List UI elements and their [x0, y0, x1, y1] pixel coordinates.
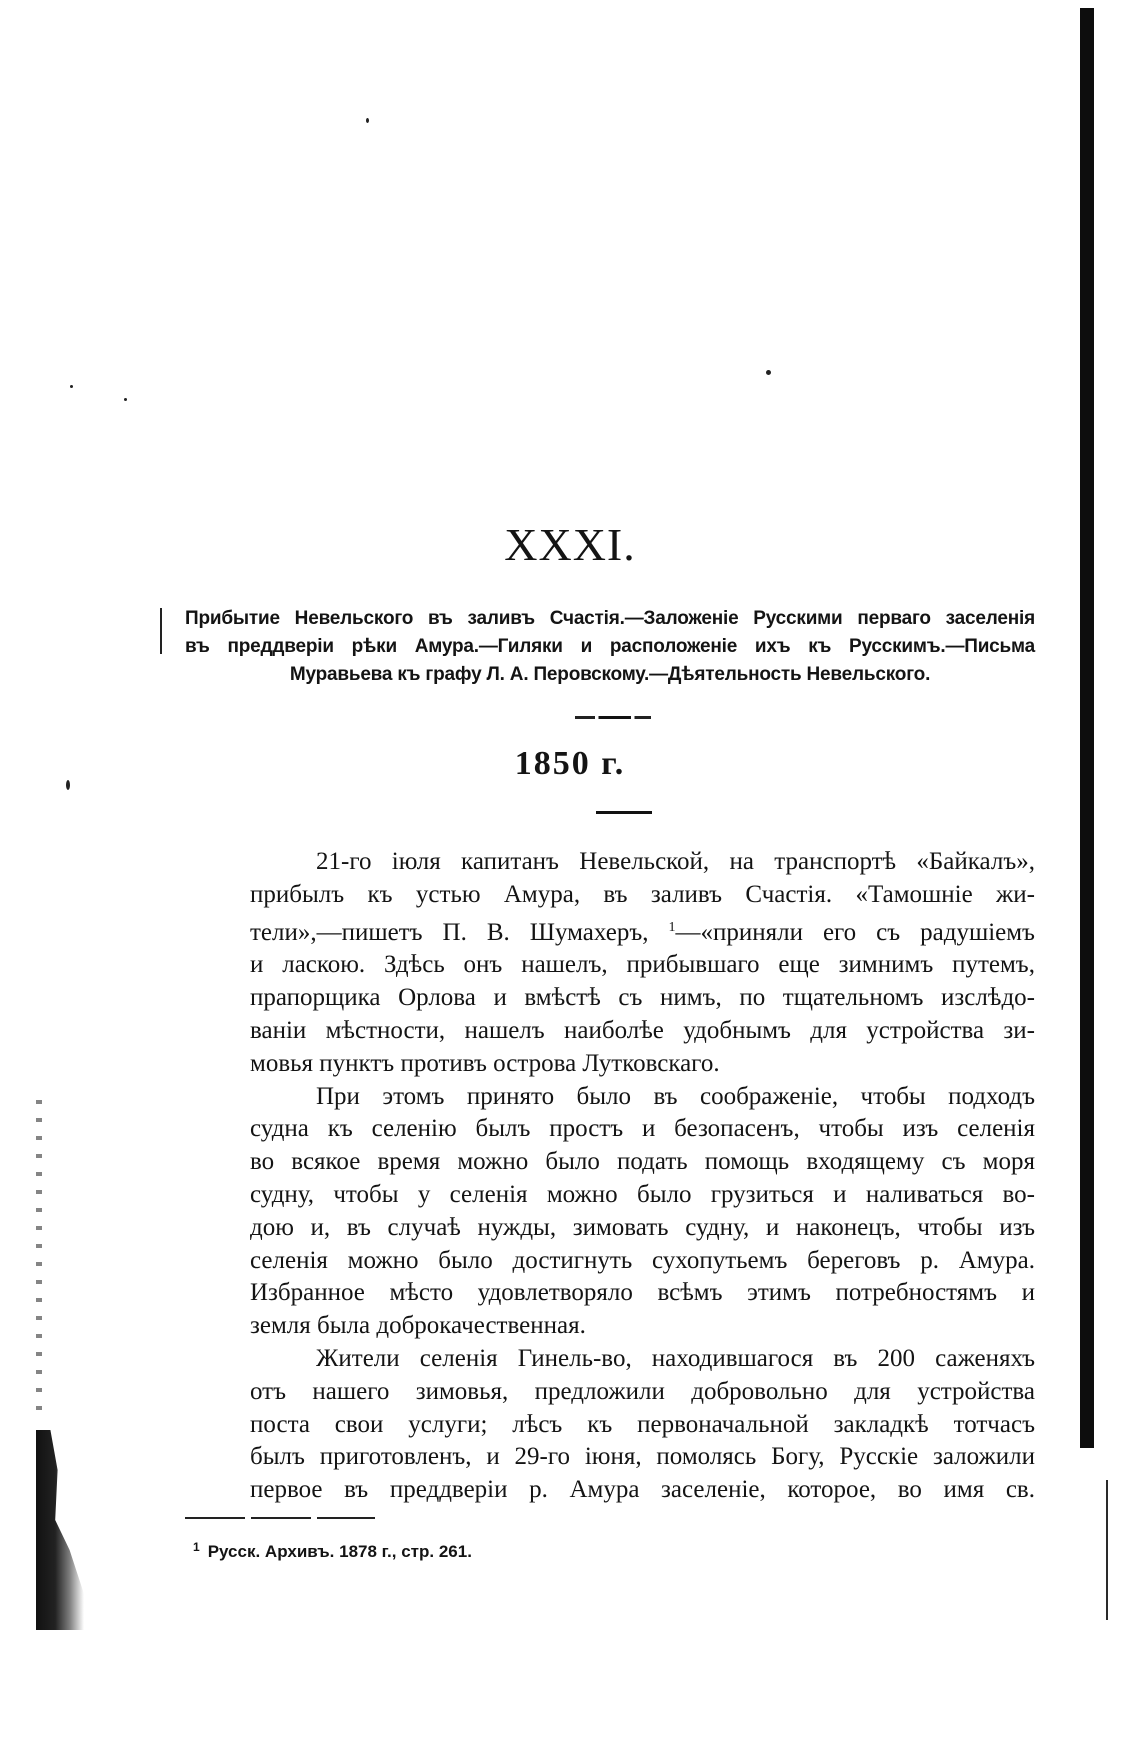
text-line: При этомъ принято было въ соображеніе, чтобы подходъ	[316, 1082, 1035, 1110]
body-text	[185, 846, 1035, 1507]
text-line: дою и, въ случаѣ нужды, зимовать судну, и наконецъ, чтобы изъ	[250, 1213, 1035, 1241]
text-line: Жители селенія Гинель-во, находившагося въ 200 саженяхъ	[316, 1344, 1035, 1372]
text-line: селенія можно было достигнуть сухопутьемъ береговъ р. Амура.	[250, 1246, 1035, 1274]
text-line: земля была доброкачественная.	[250, 1312, 586, 1340]
footnote-mark: 1	[193, 1540, 200, 1554]
summary-line: Муравьева къ графу Л. А. Перовскому.—Дѣятельность Невельского.	[289, 664, 931, 685]
year-heading: 1850 г.	[514, 745, 626, 782]
text-line-part: —«приняли его съ радушіемъ	[675, 918, 1035, 946]
text-line: ваніи мѣстности, нашелъ наиболѣе удобнымъ для устройства зи-	[250, 1016, 1035, 1044]
footnote-text: Русск. Архивъ. 1878 г., стр. 261.	[207, 1542, 472, 1561]
text-line: прапорщика Орлова и вмѣстѣ съ нимъ, по тщательномъ изслѣдо-	[250, 984, 1035, 1012]
text-line: Избранное мѣсто удовлетворяло всѣмъ этимъ потребностямъ и	[250, 1279, 1035, 1307]
footnote-reference[interactable]: 1	[668, 919, 676, 935]
decorative-rule	[568, 716, 658, 719]
text-line	[185, 912, 1035, 950]
text-line: отъ нашего зимовья, предложили добровольно для устройства	[250, 1377, 1035, 1405]
footnote-rule	[185, 1517, 375, 1519]
text-line: судна къ селенію былъ простъ и безопасенъ, чтобы изъ селенія	[250, 1115, 1035, 1143]
scan-edge-dots-left	[36, 1100, 42, 1420]
text-line: 21-го іюля капитанъ Невельской, на транспортѣ «Байкалъ»,	[316, 848, 1035, 875]
scan-edge-shadow-left	[36, 1430, 84, 1630]
scan-speck	[70, 385, 73, 388]
scan-edge-line-right	[1106, 1480, 1108, 1620]
text-line: судну, чтобы у селенія можно было грузиться и наливаться во-	[250, 1180, 1035, 1208]
paragraph	[185, 1081, 1035, 1343]
summary-line: Прибытие Невельского въ заливъ Счастія.—Заложеніе Русскими перваго заселенія	[185, 608, 1035, 629]
text-line: во всякое время можно было подать помощь входящему съ моря	[250, 1148, 1035, 1176]
paragraph	[185, 1343, 1035, 1507]
section-rule	[596, 811, 652, 814]
chapter-number: XXXI.	[504, 519, 636, 570]
footnote	[193, 1540, 472, 1562]
scan-edge-shadow-right	[1080, 8, 1094, 1448]
text-line: поста свои услуги; лѣсъ къ первоначальной закладкѣ тотчасъ	[250, 1410, 1035, 1438]
chapter-summary	[185, 605, 1035, 689]
scan-speck	[766, 370, 771, 375]
scan-speck	[366, 118, 369, 123]
text-line-part: тели»,—пишетъ П. В. Шумахеръ,	[250, 918, 649, 946]
scan-speck	[124, 398, 127, 401]
summary-line: въ преддверіи рѣки Амура.—Гиляки и расположеніе ихъ къ Русскимъ.—Письма	[185, 636, 1035, 657]
text-line: прибылъ къ устью Амура, въ заливъ Счастія. «Тамошніе жи-	[250, 880, 1035, 908]
paragraph	[185, 846, 1035, 1081]
text-line: мовья пунктъ противъ острова Лутковскаго.	[250, 1049, 720, 1077]
text-line: и ласкою. Здѣсь онъ нашелъ, прибывшаго еще зимнимъ путемъ,	[250, 951, 1035, 979]
scan-speck	[160, 608, 162, 654]
text-line: былъ приготовленъ, и 29-го іюня, помолясь Богу, Русскіе заложили	[250, 1443, 1035, 1471]
text-line: первое въ преддверіи р. Амура заселеніе, которое, во имя св.	[250, 1476, 1035, 1504]
